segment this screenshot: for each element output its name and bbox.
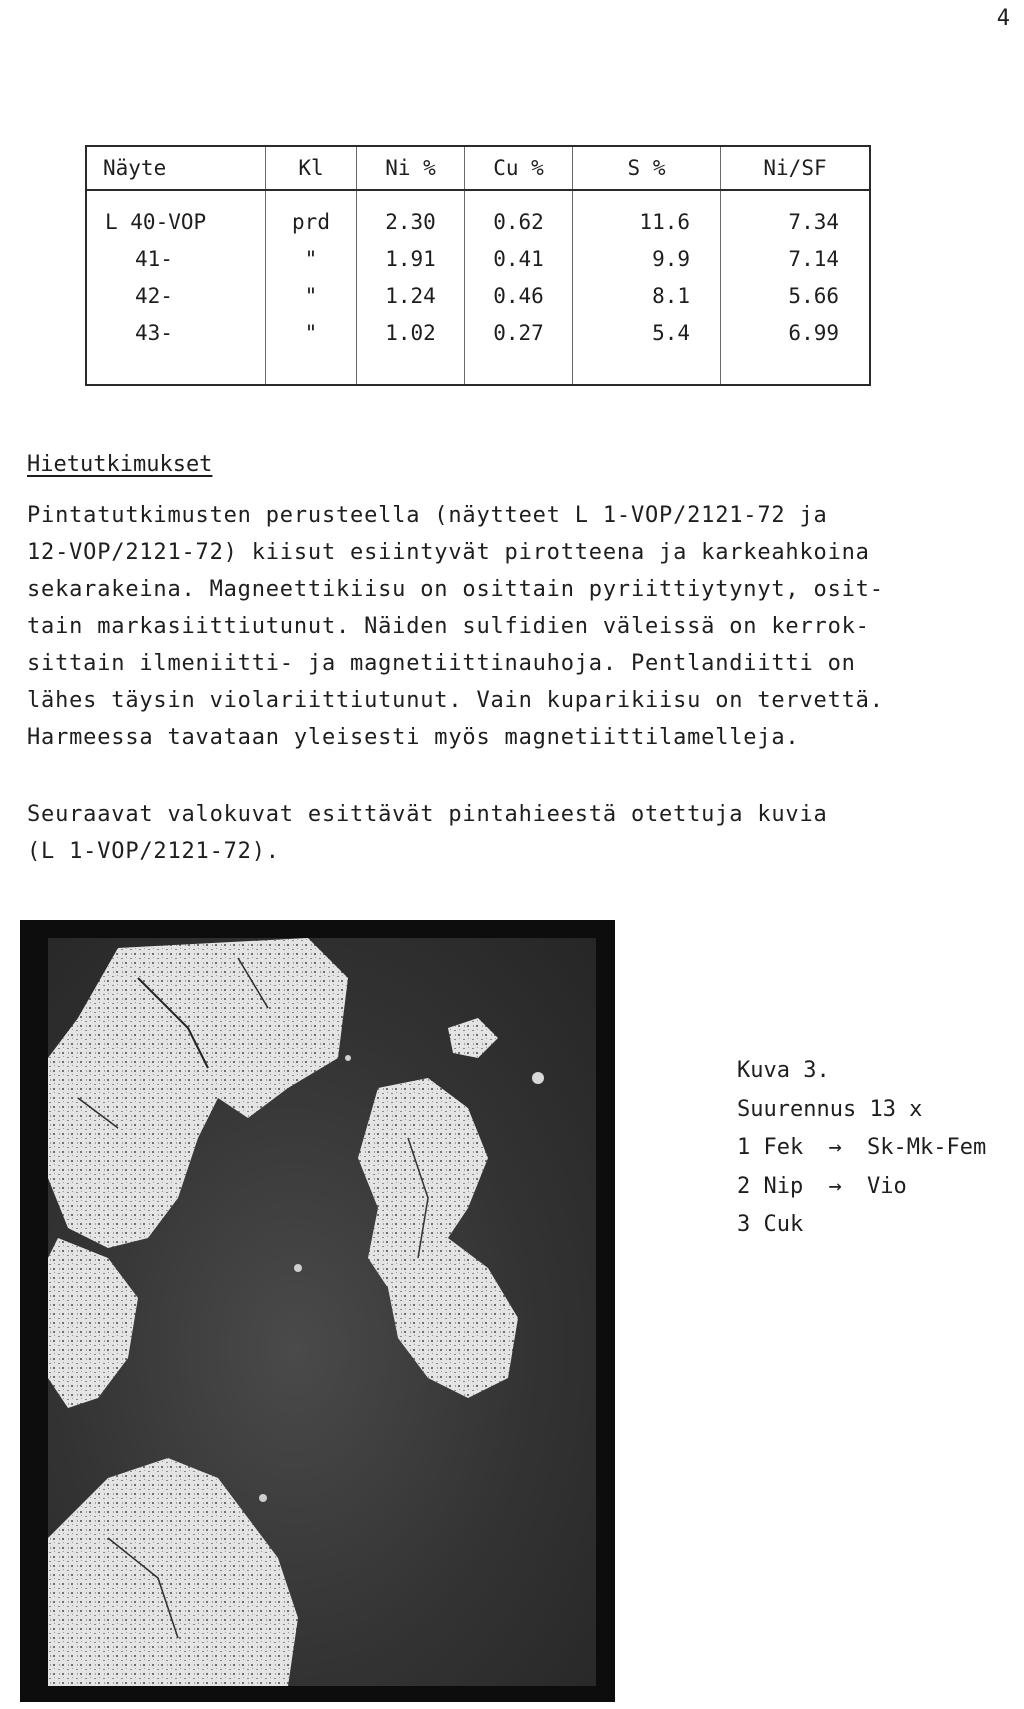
header-kl: Kl [266,146,357,190]
caption-item-number: 2 [737,1173,751,1199]
caption-item-number: 3 [737,1212,751,1237]
right-arrow-icon: → [828,1173,842,1199]
cell-sample: 43- [135,320,173,345]
cell-s: 8.1 [573,277,721,314]
cell-cu: 0.62 [465,190,573,240]
cell-nisf: 7.34 [721,190,871,240]
right-arrow-icon: → [828,1135,842,1160]
text-line: Seuraavat valokuvat esittävät pintahieestä otettuja kuvia [27,802,828,827]
caption-item [737,1129,986,1168]
cell-kl: prd [266,190,357,240]
paragraph-photo-intro [27,796,828,870]
text-line: (L 1-VOP/2121-72). [27,839,280,864]
caption-item [737,1168,986,1207]
header-ni: Ni % [357,146,465,190]
table-row [86,277,870,314]
cell-nisf: 5.66 [721,277,871,314]
table-row [86,240,870,277]
paragraph-description [27,497,884,756]
cell-kl: " [266,240,357,277]
micrograph-photo [20,920,615,1702]
caption-item-to: Sk-Mk-Fem [867,1135,987,1160]
caption-item-from: Fek [763,1135,804,1160]
caption-item-number: 1 [737,1135,751,1160]
cell-sample: 42- [135,283,173,308]
cell-cu: 0.46 [465,277,573,314]
cell-sample: L 40-VOP [105,209,207,234]
cell-nisf: 7.14 [721,240,871,277]
cell-ni: 2.30 [357,190,465,240]
text-line: 12-VOP/2121-72) kiisut esiintyvät pirotteena ja karkeahkoina [27,540,870,565]
header-nisf: Ni/SF [721,146,871,190]
table-header-row [86,146,870,190]
cell-kl: " [266,314,357,351]
cell-cu: 0.41 [465,240,573,277]
text-line: sittain ilmeniitti- ja magnetiittinauhoja. Pentlandiitti on [27,651,856,676]
header-cu: Cu % [465,146,573,190]
text-line: Harmeessa tavataan yleisesti myös magnetiittilamelleja. [27,725,800,750]
cell-sample: 41- [135,246,173,271]
cell-kl: " [266,277,357,314]
cell-nisf: 6.99 [721,314,871,351]
cell-ni: 1.02 [357,314,465,351]
caption-item-to: Vio [867,1173,907,1199]
micrograph-image-area [48,938,596,1686]
caption-item-from: Cuk [763,1212,804,1237]
caption-item [737,1206,986,1245]
caption-magnification: Suurennus 13 x [737,1096,923,1122]
cell-ni: 1.24 [357,277,465,314]
text-line: tain markasiittiutunut. Näiden sulfidien väleissä on kerrok- [27,614,870,639]
header-sample: Näyte [86,146,266,190]
caption-title: Kuva 3. [737,1058,830,1083]
micrograph-illustration [48,938,596,1686]
cell-cu: 0.27 [465,314,573,351]
text-line: sekarakeina. Magneettikiisu on osittain pyriittiytynyt, osit- [27,577,884,602]
cell-s: 5.4 [573,314,721,351]
cell-s: 11.6 [573,190,721,240]
caption-item-from: Nip [763,1173,804,1199]
photo-caption [737,1052,986,1245]
cell-s: 9.9 [573,240,721,277]
header-s: S % [573,146,721,190]
text-line: Pintatutkimusten perusteella (näytteet L 1-VOP/2121-72 ja [27,503,828,528]
page-number: 4 [996,6,1010,31]
text-line: lähes täysin violariittiutunut. Vain kuparikiisu on tervettä. [27,688,884,713]
analysis-table [85,145,871,386]
table-spacer-row [86,351,870,385]
section-heading: Hietutkimukset [27,452,213,477]
table-row [86,190,870,240]
cell-ni: 1.91 [357,240,465,277]
table-row [86,314,870,351]
